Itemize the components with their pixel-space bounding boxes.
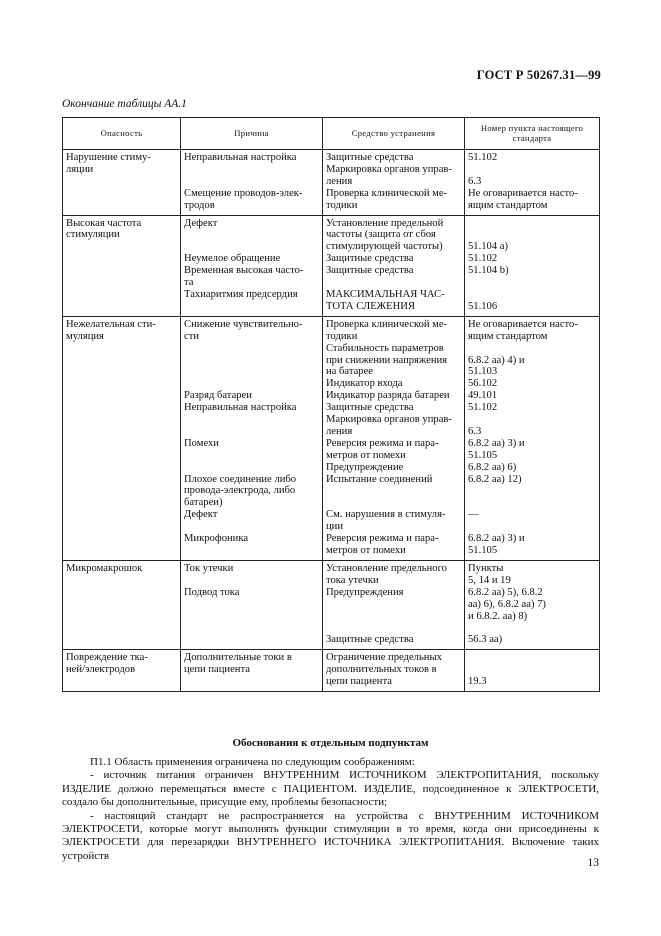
cell-line <box>184 611 319 623</box>
cell-line: 6.3 <box>468 175 482 187</box>
cell-line: муляция <box>66 330 104 342</box>
cell-line <box>184 450 319 462</box>
cell-line: Реверсия режима и пара- <box>326 533 439 545</box>
reference-cell <box>465 150 600 216</box>
cell-line: МАКСИМАЛЬНАЯ ЧАС- <box>326 288 445 300</box>
cell-line: Повреждение тка- <box>66 652 148 664</box>
cell-line <box>468 277 596 289</box>
cell-line: Не оговаривается насто- <box>468 187 578 199</box>
cell-line: 51.105 <box>468 449 498 461</box>
paragraph: - настоящий стандарт не распространяется на устройства с ВНУТРЕННИМ ИСТОЧНИКОМ ЭЛЕКТРОСЕТИ, которые могут выполнять функции стимуляции в то время, когда они присоединены к ЭЛЕКТРОСЕТИ для перезарядки ВНУТРЕННЕГО ИСТОЧНИКА ЭЛЕКТРОПИТАНИЯ. Включение таких устройств <box>62 809 599 862</box>
cell-line <box>468 164 596 176</box>
cell-line: Установление предельного <box>326 562 447 574</box>
cell-line: батареи) <box>184 497 223 509</box>
cell-line: Нежелательная сти- <box>66 318 156 330</box>
cell-line: ления <box>326 425 353 437</box>
cell-line: на батарее <box>326 366 373 378</box>
cell-line: 6.3 <box>468 425 482 437</box>
column-header: Номер пункта настоящего стандарта <box>465 118 600 150</box>
column-header: Средство устранения <box>323 118 465 150</box>
cell-line: Реверсия режима и пара- <box>326 437 439 449</box>
cell-line: Испытание соединений <box>326 473 433 485</box>
column-header: Опасность <box>63 118 181 150</box>
cell-line: ления <box>326 175 353 187</box>
paragraph: П1.1 Область применения ограничена по следующим соображениям: <box>90 756 415 768</box>
reference-cell <box>465 650 600 692</box>
cell-line: стимулирующей частоты) <box>326 241 443 253</box>
paragraph: - источник питания ограничен ВНУТРЕННИМ ИСТОЧНИКОМ ЭЛЕКТРОПИТАНИЯ, поскольку ИЗДЕЛИЕ должно перемещаться вместе с ПАЦИЕНТОМ. ИЗДЕЛИЕ, подсоединенное к ЭЛЕКТРОСЕТИ, создало бы дополнительные, присущие ему, проблемы безопасности; <box>62 769 599 809</box>
hazard-cell <box>63 215 181 316</box>
cell-line <box>184 414 319 426</box>
cause-cell <box>181 560 323 649</box>
cell-line: Неправильная настройка <box>184 152 297 163</box>
cell-line: Снижение чувствительно- <box>184 318 303 330</box>
cell-line: Защитные средства <box>326 265 414 277</box>
cell-line <box>184 164 319 176</box>
cell-line: 51.102 <box>468 253 498 265</box>
cell-line <box>184 634 319 646</box>
remedy-cell <box>323 316 465 560</box>
remedy-cell <box>323 560 465 649</box>
hazard-cell <box>63 560 181 649</box>
cell-line: Высокая частота <box>66 217 142 229</box>
cell-line: Индикатор разряда батареи <box>326 390 450 402</box>
cell-line <box>184 521 319 533</box>
cell-line: Ток утечки <box>184 562 234 574</box>
reference-cell <box>465 316 600 560</box>
hazard-cell <box>63 316 181 560</box>
cell-line: Смещение проводов-элек- <box>184 187 303 199</box>
cell-line <box>468 414 596 426</box>
cell-line: 6.8.2 аа) 12) <box>468 473 522 485</box>
cell-line: метров от помехи <box>326 545 406 556</box>
cell-line: Маркировка органов управ- <box>326 163 452 175</box>
cell-line: ней/электродов <box>66 664 136 676</box>
cell-line: 51.106 <box>468 300 498 312</box>
cell-line: и 6.8.2. аа) 8) <box>468 610 528 622</box>
cell-line <box>184 301 319 313</box>
cell-line: Проверка клинической ме- <box>326 187 448 199</box>
cell-line: стимуляции <box>66 229 120 241</box>
remedy-cell <box>323 150 465 216</box>
cell-line <box>326 622 461 634</box>
cell-line <box>326 485 461 497</box>
cell-line: 6.8.2 аа) 3) и <box>468 437 525 449</box>
cell-line: цепи пациента <box>326 676 392 688</box>
cell-line <box>326 599 461 611</box>
cell-line: при снижении напряжения <box>326 354 448 366</box>
cell-line: ляции <box>66 163 94 175</box>
cell-line: Микрофоника <box>184 533 249 545</box>
cell-line: Тахиаритмия предсердия <box>184 288 298 300</box>
cell-line: См. нарушения в стимуля- <box>326 509 446 521</box>
section-title: Обоснования к отдельным подпунктам <box>232 737 429 749</box>
cell-line <box>184 575 319 587</box>
cell-line: ящим стандартом <box>468 199 548 211</box>
cell-line: цепи пациента <box>184 664 250 676</box>
hazard-table <box>62 117 600 692</box>
cell-line: 51.105 <box>468 545 498 556</box>
hazard-cell <box>63 150 181 216</box>
cell-line <box>326 611 461 623</box>
cell-line: Защитные средства <box>326 634 414 646</box>
cause-cell <box>181 650 323 692</box>
cell-line: Дефект <box>184 509 218 521</box>
cell-line: ТОТА СЛЕЖЕНИЯ <box>326 300 416 312</box>
cell-line: Неумелое обращение <box>184 253 281 265</box>
cell-line: 56.3 аа) <box>468 634 503 646</box>
cause-cell <box>181 316 323 560</box>
cell-line: аа) 6), 6.8.2 аа) 7) <box>468 598 546 610</box>
cause-cell <box>181 150 323 216</box>
table-header-row <box>63 118 600 150</box>
cell-line: 56.102 <box>468 378 498 390</box>
cell-line: 51.104 а) <box>468 241 509 253</box>
table-row <box>63 150 600 216</box>
cell-line: метров от помехи <box>326 449 406 461</box>
hazard-cell <box>63 650 181 692</box>
table-row <box>63 215 600 316</box>
cell-line <box>184 462 319 474</box>
reference-cell <box>465 560 600 649</box>
cell-line <box>326 497 461 509</box>
cell-line: дополнительных токов в <box>326 664 437 676</box>
cell-line: Защитные средства <box>326 253 414 265</box>
cell-line: Ограничение предельных <box>326 652 442 664</box>
cell-line: Дополнительные токи в <box>184 652 292 664</box>
cell-line <box>184 241 319 253</box>
cell-line: Пункты <box>468 562 504 574</box>
cell-line: Индикатор входа <box>326 378 403 390</box>
cell-line: Плохое соединение либо <box>184 473 297 485</box>
cell-line: ящим стандартом <box>468 330 548 342</box>
table-row <box>63 650 600 692</box>
cell-line <box>468 485 596 497</box>
cell-line <box>184 545 319 557</box>
cell-line: 51.103 <box>468 366 498 378</box>
cell-line: тродов <box>184 199 215 211</box>
cell-line: тодики <box>326 330 358 342</box>
cell-line <box>184 378 319 390</box>
remedy-cell <box>323 215 465 316</box>
cell-line: Временная высокая часто- <box>184 265 304 277</box>
cell-line: Нарушение стиму- <box>66 152 151 163</box>
cell-line: тодики <box>326 199 358 211</box>
cell-line: 19.3 <box>468 676 487 688</box>
cell-line <box>184 355 319 367</box>
cell-line: Помехи <box>184 437 219 449</box>
cell-line: провода-электрода, либо <box>184 485 296 497</box>
table-row <box>63 560 600 649</box>
cell-line: 51.102 <box>468 152 498 163</box>
cell-line: 6.8.2 аа) 6) <box>468 461 517 473</box>
remedy-cell <box>323 650 465 692</box>
table-row <box>63 316 600 560</box>
cell-line: та <box>184 277 194 289</box>
cell-line <box>184 176 319 188</box>
cell-line: частоты (защита от сбоя <box>326 229 436 241</box>
cell-line <box>184 343 319 355</box>
cell-line: Неправильная настройка <box>184 402 297 414</box>
cell-line: Стабильность параметров <box>326 342 444 354</box>
column-header: Причина <box>181 118 323 150</box>
cell-line: Защитные средства <box>326 152 414 163</box>
cell-line <box>184 229 319 241</box>
cell-line: Защитные средства <box>326 402 414 414</box>
cell-line: Подвод тока <box>184 586 240 598</box>
cell-line <box>468 652 596 664</box>
cell-line: ции <box>326 521 344 533</box>
cell-line: 6.8.2 аа) 5), 6.8.2 <box>468 586 543 598</box>
cell-line: Микромакрошок <box>66 562 143 574</box>
cell-line: 5, 14 и 19 <box>468 574 511 586</box>
cell-line <box>326 277 461 289</box>
cell-line <box>468 229 596 241</box>
cell-line: 49.101 <box>468 390 498 402</box>
cell-line: сти <box>184 330 200 342</box>
cell-line: Не оговаривается насто- <box>468 318 578 330</box>
cell-line: 51.104 b) <box>468 265 509 277</box>
cell-line: 6.8.2 аа) 4) и <box>468 354 525 366</box>
cause-cell <box>181 215 323 316</box>
cell-line <box>184 366 319 378</box>
table-caption: Окончание таблицы АА.1 <box>62 98 187 110</box>
cell-line: Проверка клинической ме- <box>326 318 448 330</box>
cell-line <box>468 622 596 634</box>
cell-line: Маркировка органов управ- <box>326 414 452 426</box>
cell-line: тока утечки <box>326 574 379 586</box>
cell-line <box>184 676 319 688</box>
cell-line: 6.8.2 аа) 3) и <box>468 533 525 545</box>
cell-line <box>468 218 596 230</box>
cell-line: — <box>468 509 479 521</box>
cell-line <box>468 343 596 355</box>
cell-line: Предупреждения <box>326 586 404 598</box>
cell-line <box>184 599 319 611</box>
standard-code: ГОСТ Р 50267.31—99 <box>476 68 601 82</box>
cell-line <box>184 622 319 634</box>
cell-line <box>184 426 319 438</box>
cell-line: Предупреждение <box>326 461 404 473</box>
cell-line: 51.102 <box>468 402 498 414</box>
page-number: 13 <box>587 857 599 869</box>
cell-line: Дефект <box>184 217 218 229</box>
cell-line <box>468 497 596 509</box>
cell-line <box>468 521 596 533</box>
cell-line: Разряд батареи <box>184 390 252 402</box>
body-text <box>62 756 599 863</box>
cell-line: Установление предельной <box>326 217 444 229</box>
reference-cell <box>465 215 600 316</box>
cell-line <box>468 664 596 676</box>
cell-line <box>468 289 596 301</box>
